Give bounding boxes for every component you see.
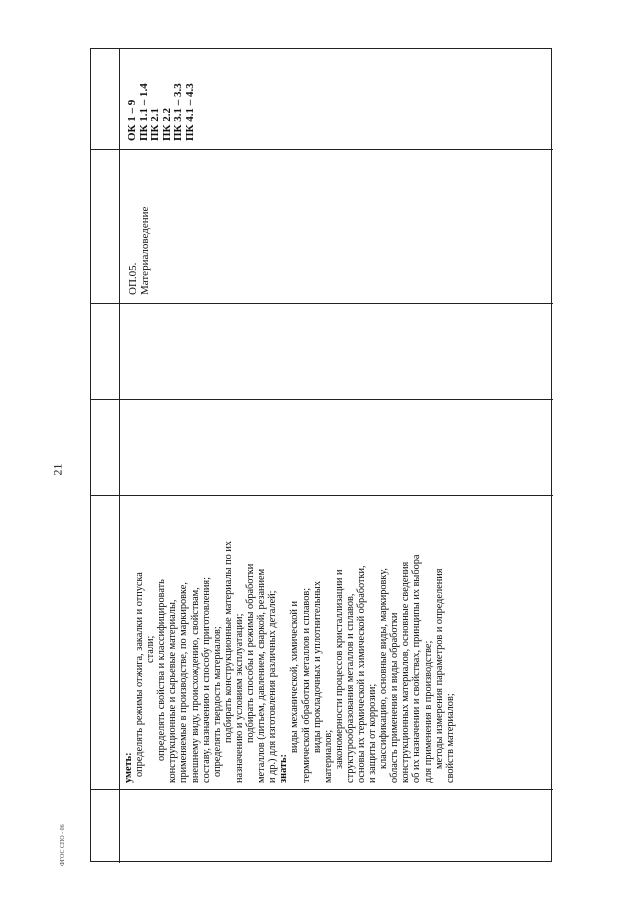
knowledge-line: область применения и виды обработки — [389, 612, 401, 783]
table-divider — [91, 399, 553, 400]
curriculum-table — [90, 48, 552, 862]
skill-line: составу, назначению и способу приготовления; — [200, 577, 212, 783]
knowledge-line: виды механической, химической и — [289, 600, 301, 753]
page-number: 21 — [50, 463, 65, 476]
requirements-cell — [123, 541, 456, 783]
competency-item: ПК 3.1 – 3.3 — [172, 83, 185, 141]
skill-line: и др.) для изготовления различных деталей; — [267, 590, 279, 783]
knowledge-line: об их назначении и свойствах, принципы их выбора — [411, 554, 423, 783]
table-header-divider — [119, 49, 120, 863]
skill-line: определять твердость материалов; — [211, 626, 223, 777]
table-divider — [91, 495, 553, 496]
competency-item: ПК 1.1 – 1.4 — [137, 83, 150, 141]
knowledge-line: структурообразования металлов и сплавов, — [344, 593, 356, 783]
knowledge-line: классификацию, основные виды, маркировку, — [378, 568, 390, 769]
skill-line: определять режимы отжига, закалки и отпуска — [134, 572, 146, 777]
footer-code: ФГОС СПО - 06 — [60, 824, 66, 866]
competency-item: ПК 4.1 – 4.3 — [183, 83, 196, 141]
table-divider — [91, 789, 553, 790]
skill-line: конструкционные и сырьевые материалы, — [167, 599, 179, 783]
competencies-cell — [127, 83, 197, 141]
knowledge-line: конструкционных материалов, основные сведения — [400, 561, 412, 783]
skill-line: определять свойства и классифицировать — [156, 579, 168, 761]
knowledge-line: материалов; — [322, 729, 334, 783]
skill-line: подбирать способы и режимы обработки — [245, 563, 257, 743]
skill-line: применяемые в производстве, по маркировке, — [178, 582, 190, 783]
knowledge-line: термической обработки металлов и сплавов; — [300, 587, 312, 783]
knowledge-line: основы их термической и химической обработки, — [355, 565, 367, 783]
skill-line: внешнему виду, происхождению, свойствам, — [189, 587, 201, 783]
skill-line: металлов (литьем, давлением, сваркой, резанием — [256, 568, 268, 783]
skill-line: назначению и условиям эксплуатации; — [233, 613, 245, 783]
table-divider — [91, 303, 553, 304]
skill-line: подбирать конструкционные материалы по их — [222, 541, 234, 743]
knowledge-line: для применения в производстве; — [422, 640, 434, 783]
discipline-cell — [127, 207, 151, 295]
discipline-index: ОП.05. — [127, 262, 139, 295]
discipline-name: Материаловедение — [139, 206, 151, 295]
skill-line: стали; — [145, 635, 157, 663]
competency-item: ПК 2.2 — [160, 107, 173, 141]
skills-heading: уметь: — [123, 752, 134, 783]
competency-item: ПК 2.1 — [149, 107, 162, 141]
competency-item: ОК 1 – 9 — [126, 99, 138, 141]
knowledge-line: методы измерения параметров и определения — [433, 568, 445, 769]
knowledge-heading: знать: — [278, 754, 290, 783]
table-divider — [91, 149, 553, 150]
knowledge-line: и защиты от коррозии; — [367, 683, 379, 783]
knowledge-line: виды прокладочных и уплотнительных — [311, 581, 323, 753]
knowledge-line: закономерности процессов кристаллизации и — [333, 569, 345, 769]
knowledge-line: свойств материалов; — [444, 693, 456, 783]
